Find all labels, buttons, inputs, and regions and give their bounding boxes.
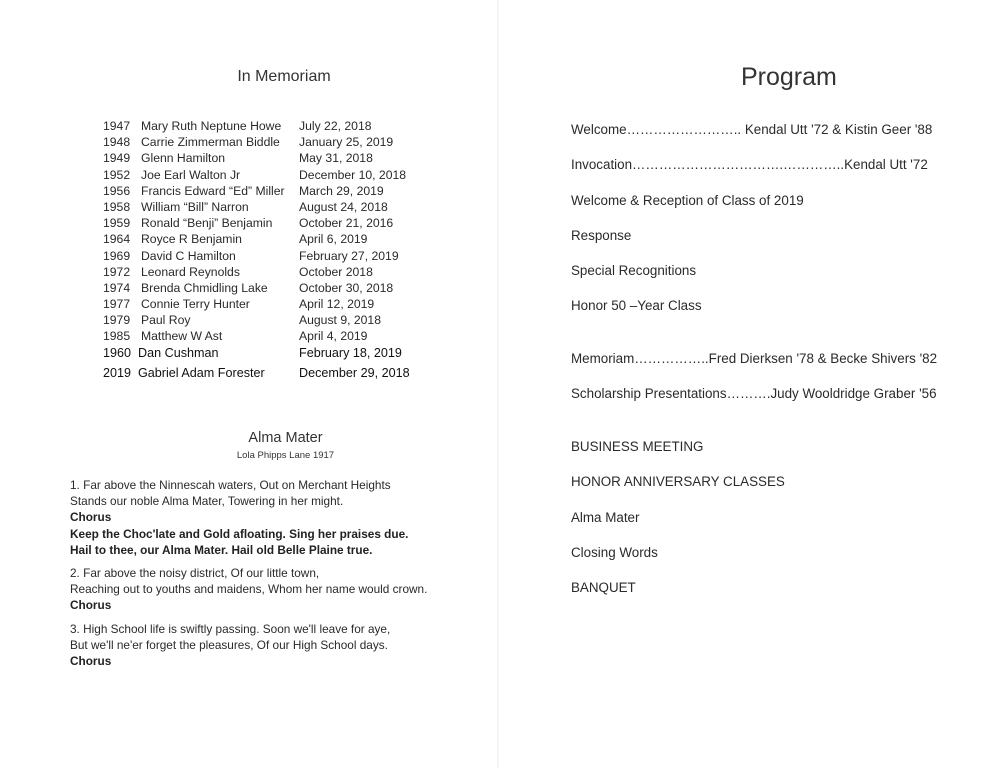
entry-name: David C Hamilton xyxy=(141,248,236,263)
entry-name: Brenda Chmidling Lake xyxy=(141,280,268,295)
entry-date: January 25, 2019 xyxy=(299,135,394,150)
entry-name: Carrie Zimmerman Biddle xyxy=(141,135,280,150)
entry-name: Matthew W Ast xyxy=(141,329,223,344)
program-banquet: BANQUET xyxy=(571,580,636,595)
entry-year: 1958 xyxy=(103,199,131,214)
entry-name: Royce R Benjamin xyxy=(141,232,242,247)
page-fold xyxy=(497,0,499,768)
entry-date: May 31, 2018 xyxy=(299,151,373,166)
entry-name: Gabriel Adam Forester xyxy=(138,366,265,381)
entry-name: Dan Cushman xyxy=(138,345,219,360)
program-title: Program xyxy=(741,63,837,91)
entry-name: Paul Roy xyxy=(141,313,191,328)
verse-line: 2. Far above the noisy district, Of our little town, xyxy=(70,566,320,581)
entry-date: August 24, 2018 xyxy=(299,199,388,214)
entry-date: August 9, 2018 xyxy=(299,313,381,328)
chorus-label: Chorus xyxy=(70,598,112,613)
entry-year: 2019 xyxy=(103,366,132,381)
memoriam-title: In Memoriam xyxy=(237,68,331,85)
verse-2 xyxy=(70,565,427,614)
entry-year: 1949 xyxy=(103,151,131,166)
entry-date: December 29, 2018 xyxy=(299,366,410,381)
entry-date: March 29, 2019 xyxy=(299,183,384,198)
entry-year: 1947 xyxy=(103,119,131,133)
entry-name: Mary Ruth Neptune Howe xyxy=(141,119,282,133)
program-special-recognitions: Special Recognitions xyxy=(571,263,697,278)
entry-year: 1969 xyxy=(103,248,131,263)
entry-date: February 18, 2019 xyxy=(299,345,402,360)
entry-year: 1979 xyxy=(103,313,131,328)
chorus-line: Keep the Choc'late and Gold afloating. Sing her praises due. xyxy=(70,526,409,541)
entry-date: October 2018 xyxy=(299,264,373,279)
entry-year: 1964 xyxy=(103,232,131,247)
verse-line: 3. High School life is swiftly passing. Soon we'll leave for aye, xyxy=(70,621,391,636)
entry-year: 1972 xyxy=(103,264,131,279)
program-business-meeting: BUSINESS MEETING xyxy=(571,439,704,454)
program-memoriam: Memoriam……………..Fred Dierksen '78 & Becke Shivers '82 xyxy=(571,351,938,366)
alma-mater-verses xyxy=(70,477,427,676)
program-invocation: Invocation…………………………….…………..Kendal Utt '72 xyxy=(571,157,928,172)
program-welcome: Welcome…………………….. Kendal Utt '72 & Kistin Geer '88 xyxy=(571,122,933,137)
verse-line: But we'll ne'er forget the pleasures, Of our High School days. xyxy=(70,637,388,652)
alma-mater-title: Alma Mater xyxy=(248,430,323,446)
entry-date: April 4, 2019 xyxy=(299,329,368,344)
entry-year: 1985 xyxy=(103,329,131,344)
entry-name: Connie Terry Hunter xyxy=(141,297,250,312)
entry-year: 1948 xyxy=(103,135,131,150)
program-scholarship: Scholarship Presentations……….Judy Wooldridge Graber '56 xyxy=(571,386,937,401)
entry-year: 1959 xyxy=(103,216,131,231)
entry-name: Francis Edward “Ed” Miller xyxy=(141,183,285,198)
chorus-label: Chorus xyxy=(70,654,112,669)
entry-name: William “Bill” Narron xyxy=(141,199,249,214)
entry-date: February 27, 2019 xyxy=(299,248,399,263)
verse-line: 1. Far above the Ninnescah waters, Out on Merchant Heights xyxy=(70,478,391,492)
entry-year: 1960 xyxy=(103,345,132,360)
chorus-line: Hail to thee, our Alma Mater. Hail old Belle Plaine true. xyxy=(70,542,373,557)
entry-date: April 12, 2019 xyxy=(299,297,375,312)
entry-date: July 22, 2018 xyxy=(299,119,372,133)
verse-3 xyxy=(70,621,427,670)
entry-name: Leonard Reynolds xyxy=(141,264,240,279)
entry-name: Glenn Hamilton xyxy=(141,151,225,166)
verse-line: Stands our noble Alma Mater, Towering in her might. xyxy=(70,494,344,509)
entry-date: October 30, 2018 xyxy=(299,280,394,295)
entry-year: 1974 xyxy=(103,280,131,295)
verse-line: Reaching out to youths and maidens, Whom her name would crown. xyxy=(70,582,428,597)
program-honor-50: Honor 50 –Year Class xyxy=(571,298,702,313)
entry-year: 1952 xyxy=(103,167,131,182)
verse-1 xyxy=(70,477,427,558)
entry-date: December 10, 2018 xyxy=(299,167,407,182)
entry-name: Joe Earl Walton Jr xyxy=(141,167,241,182)
program-welcome-reception: Welcome & Reception of Class of 2019 xyxy=(571,193,804,208)
program-honor-anniversary: HONOR ANNIVERSARY CLASSES xyxy=(571,474,785,489)
chorus-label: Chorus xyxy=(70,510,112,525)
entry-name: Ronald “Benji” Benjamin xyxy=(141,216,273,231)
program-closing-words: Closing Words xyxy=(571,545,658,560)
entry-year: 1956 xyxy=(103,183,131,198)
entry-date: April 6, 2019 xyxy=(299,232,368,247)
entry-year: 1977 xyxy=(103,297,131,312)
alma-mater-author: Lola Phipps Lane 1917 xyxy=(236,450,335,461)
program-alma-mater: Alma Mater xyxy=(571,510,640,525)
entry-date: October 21, 2016 xyxy=(299,216,394,231)
program-response: Response xyxy=(571,228,632,243)
